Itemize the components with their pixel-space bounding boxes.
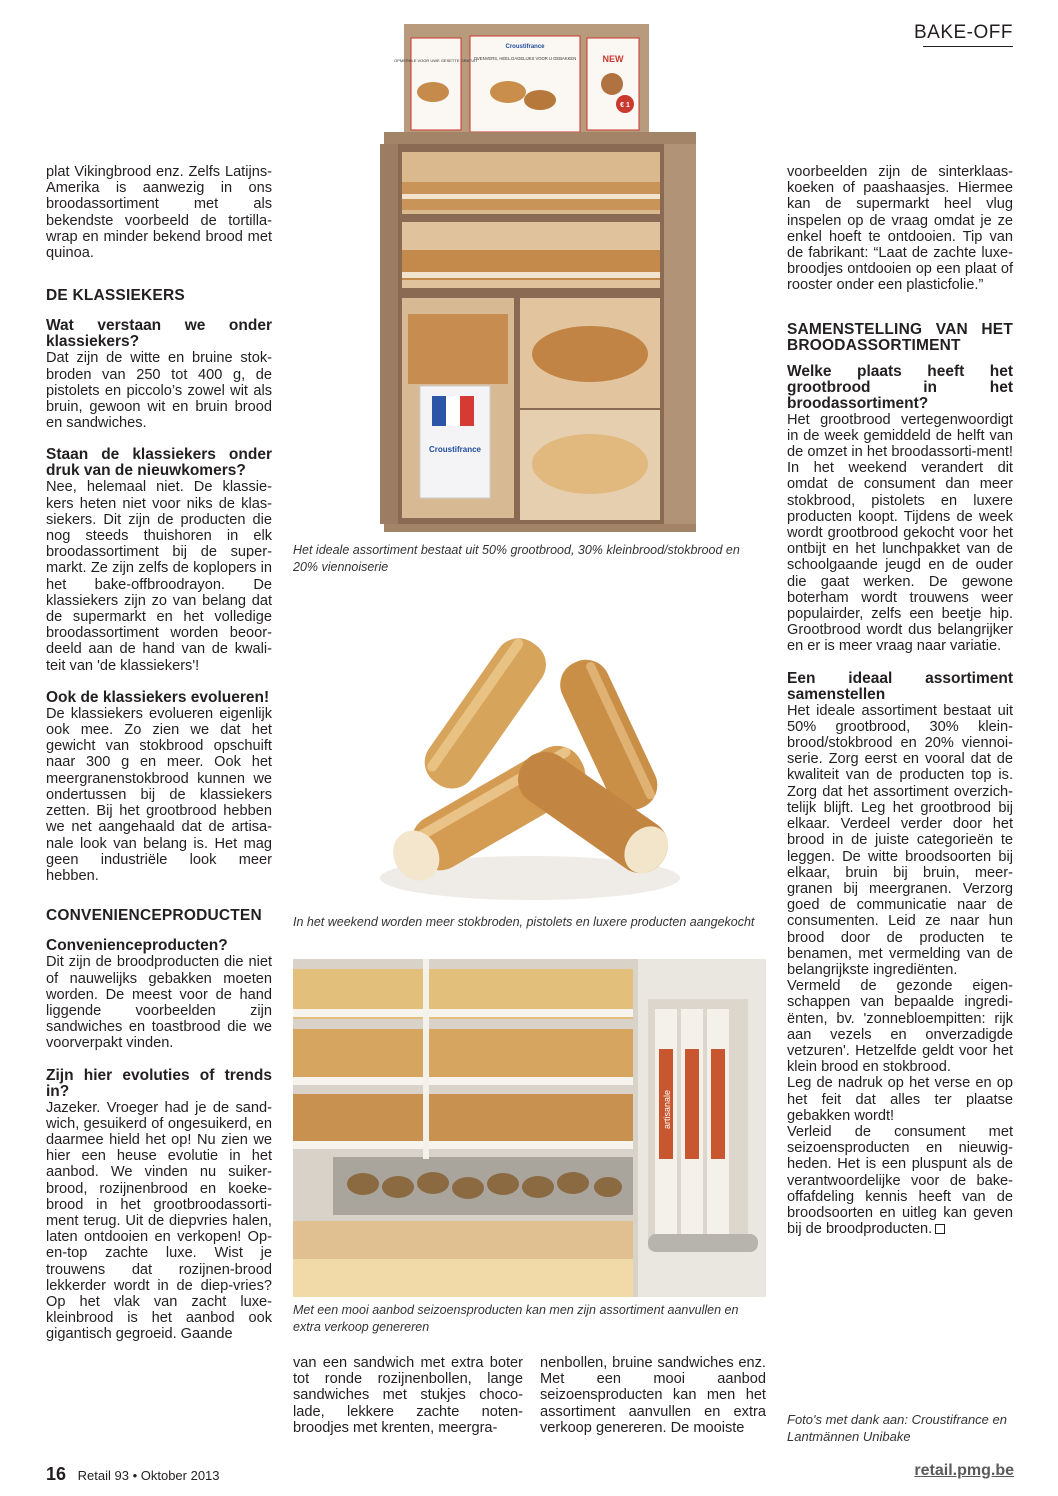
right-answer-1: Het grootbrood vertegenwoordigt in de week gemiddeld de helft van de omzet in het broodassorti-ment! In het weekend verandert dit omdat de consument dan meer stokbrood, pistolets en luxere producten koopt. Tijdens de week wordt grootbrood gekocht voor het ontbijt en het lunchpakket van de schoolgaande jeugd en de ouder die gaat werken. De gewone boterham wordt trouwens weer populairder, zelfs een beetje hip. Grootbrood wordt dus belangrijker en er is meer vraag naar variatie. [787,411,1013,655]
right-answer-2d-text: Verleid de consument met seizoensproducten en nieuwig-heden. Het is een pluspunt als de verantwoordelijke voor de bake-offafdeling kennis heeft van de broodsoorten en uitleg kan geven bij de broodproducten. [787,1123,1013,1238]
question-2: Staan de klassiekers onder druk van de nieuwkomers? [46,446,272,480]
question-4: Convenienceproducten? [46,937,228,955]
right-answer-2a: Het ideale assortiment bestaat uit 50% grootbrood, 30% klein-brood/stokbrood en 20% viennoi-serie. Zorg eerst en vooral dat de kwaliteit van de producten top is. Zorg dat het assortiment overzich-telijk blijft. Leg het grootbrood bij elkaar. Verdeel verder door het brood in de juiste categorieën te leggen. De witte broodsoorten bij elkaar, bruin bij bruin, meer-granen bij meergranen. Verzorg goed de communicatie naar de consumenten. Leid ze naar hun brood door de producten te benamen, met vermelding van de belangrijkste ingrediënten. [787,702,1013,978]
heading-klassiekers: DE KLASSIEKERS [46,287,185,305]
right-intro: voorbeelden zijn de sinterklaas-koeken of paashaasjes. Hiermee kan de supermarkt heel vlug inspelen op de vraag omdat je ze enkel hoeft te ontdooien. Tip van de fabrikant: “Laat de zachte luxe-broodjes ontdooien op een plaat of rooster onder een plasticfolie.” [787,164,1013,294]
photo-baguettes [360,588,700,908]
photo-credit: Foto's met dank aan: Croustifrance en Lantmännen Unibake [787,1412,1007,1444]
end-mark-icon [935,1224,945,1234]
caption-shelves: Met een mooi aanbod seizoensproducten kan men zijn assortiment aanvullen en extra verkoop genereren [293,1303,739,1334]
sign-price-text: € 1 [620,102,630,109]
question-1: Wat verstaan we onder klassiekers? [46,317,272,351]
left-column [46,164,272,1343]
bottom-text-a: van een sandwich met extra boter tot ronde rozijnenbollen, lange sandwiches met stukjes choco-lade, lekkere zachte noten-broodjes met krenten, meergra- [293,1355,523,1436]
footer-left [46,1464,220,1485]
section-tag: BAKE-OFF [913,22,1013,43]
caption-cabinet: Het ideale assortiment bestaat uit 50% grootbrood, 30% kleinbrood/stokbrood en 20% viennoiserie [293,543,740,574]
answer-3: De klassiekers evolueren eigenlijk ook mee. Zo zien we dat het gewicht van stokbrood opschuift naar 300 g en meer. Ook het meergranenstokbrood kunnen we ondertussen bij de klassiekers zetten. Bij het grootbrood hebben we net aangehaald dat de artisa-nale look van belang is. Het mag geen industriële look meer hebben. [46,705,272,884]
issue-info: Retail 93 • Oktober 2013 [77,1468,220,1483]
section-tag-rule [923,46,1013,47]
sign-center-text: OVENVERS, HEEL DAGELIJKS VOOR U GEBAKKEN [473,56,577,61]
bag-brand-text: Croustifrance [428,445,482,454]
photo-bread-cabinet [380,14,705,534]
right-column [787,164,1013,1237]
pack-label-text: artisanale [662,1089,672,1129]
right-question-1: Welke plaats heeft het grootbrood in het broodassortiment? [787,362,1013,412]
question-5: Zijn hier evoluties of trends in? [46,1066,272,1100]
right-answer-2b: Vermeld de gezonde eigen-schappen van bepaalde ingredi-ënten, bv. 'zonnebloempitten: rijk aan vezels en onverzadigde vetzuren'. Hetzelfde geldt voor het klein brood en stokbrood. [787,978,1013,1076]
answer-4: Dit zijn de broodproducten die niet of nauwelijks gebakken moeten worden. De meest voor de hand liggende voorbeelden zijn sandwiches en toastbrood die we voorverpakt vinden. [46,954,272,1052]
sign-brand-text: Croustifrance [505,44,545,50]
answer-2: Nee, helemaal niet. De klassie-kers heten niet voor niks de klas-siekers. Dit zijn de producten die nog steeds thuishoren in elk broodassortiment bij de super-markt. Ze zijn zelfs de koplopers in het bake-offbroodrayon. De klassiekers zijn zo van belang dat de supermarkt en het volledige broodassortiment worden beoor-deeld aan de hand van de kwali-teit van 'de klassiekers'! [46,479,272,674]
right-answer-2c: Leg de nadruk op het verse en op het feit dat alles ter plaatse gebakken wordt! [787,1075,1013,1124]
answer-1: Dat zijn de witte en bruine stok-broden van 250 tot 400 g, de pistolets en piccolo’s zowel wit als bruin, gewoon wit en bruin brood en sandwiches. [46,350,272,432]
answer-5: Jazeker. Vroeger had je de sand-wich, gesuikerd of ongesuikerd, en daarmee hield het op! Nu zien we hier een heuse evolutie in het aanbod. We vinden nu suiker-brood, rozijnenbrood en koeke-brood in het grootbroodassorti-ment terug. Uit de diepvries halen, laten ontdooien en verkopen! Op-en-top zachte luxe. Wist je trouwens dat rozijnen-brood lekkerder wordt in de diep-vries? Op het vlak van zacht luxe-kleinbrood is het aanbod ook gigantisch gegroeid. Gaande [46,1099,272,1343]
sign-new-text: NEW [602,54,624,64]
heading-convenience: CONVENIENCEPRODUCTEN [46,907,262,925]
right-answer-2d [787,1124,1013,1237]
intro-paragraph: plat Vikingbrood enz. Zelfs Latijns-Amerika is aanwezig in ons broodassortiment met als bekendste voorbeeld de tortilla-wrap en minder bekend brood met quinoa. [46,164,272,262]
page-number: 16 [46,1464,67,1484]
sign-left-text: OPMERKLE VOOR UWE GESETTE GRATUIT [394,58,478,63]
question-3: Ook de klassiekers evolueren! [46,688,270,706]
heading-samenstelling: SAMENSTELLING VAN HET BROODASSORTIMENT [787,320,1013,354]
caption-baguettes: In het weekend worden meer stokbroden, pistolets en luxere producten aangekocht [293,915,755,929]
site-link[interactable]: retail.pmg.be [914,1462,1014,1479]
right-question-2: Een ideaal assortiment samenstellen [787,669,1013,703]
photo-bakery-shelves [293,959,766,1297]
bottom-text-b: nenbollen, bruine sandwiches enz. Met een mooi aanbod seizoensproducten kan men het assortiment aanvullen en extra verkoop genereren. De mooiste [540,1355,766,1436]
